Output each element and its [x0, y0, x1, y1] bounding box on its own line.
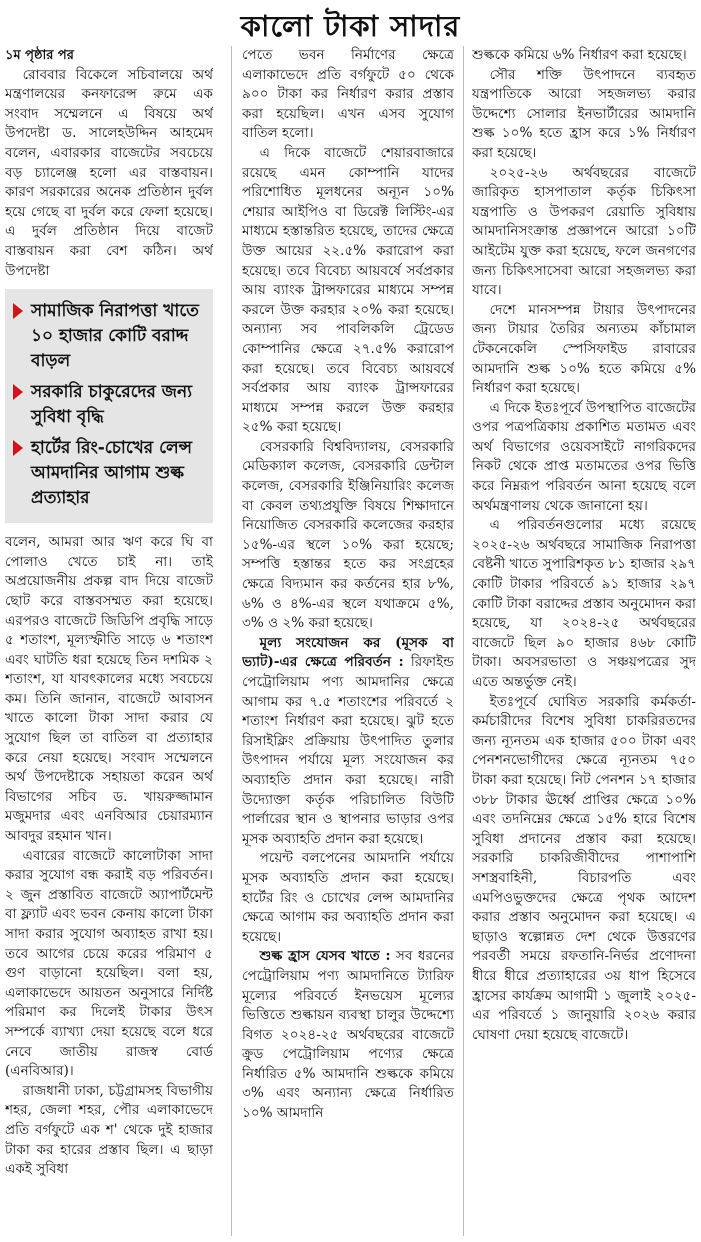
paragraph: দেশে মানসম্পন্ন টায়ার উৎপাদনের জন্য টায়ার তৈরির অন্যতম কাঁচামাল টেকনেকেলি স্পেসিফাইড রাবারের আমদানি শুল্ক ১০% হতে কমিয়ে ৫% নির্ধারণ করা হয়েছে।	[472, 301, 696, 397]
highlight-text: হার্টের রিং-চোখের লেন্স আমদানির আগাম শুল্ক প্রত্যাহার	[31, 438, 193, 509]
paragraph: এ পরিবর্তনগুলোর মধ্যে রয়েছে ২০২৫-২৬ অর্থবছরে সামাজিক নিরাপত্তা বেষ্টনী খাতে সুপারিশকৃত ৮১ হাজার ২৯৭ কোটি টাকার পরিবর্তে ৯১ হাজার ২৯৭ কোটি টাকা বরাদ্দের প্রস্তাব অনুমোদন করা হয়েছে, যা ২০২৪-২৫ অর্থবছরের বাজেটে ছিল ৯০ হাজার ৪৬৮ কোটি টাকা। অবসরভাতা ও সঞ্চয়পত্রের সুদ এতে অন্তর্ভুক্ত নেই।	[472, 517, 696, 690]
red-triangle-icon	[13, 384, 23, 400]
paragraph: রাজধানী ঢাকা, চট্টগ্রামসহ বিভাগীয় শহর, জেলা শহর, পৌর এলাকাভেদে প্রতি বর্গফুটে এক শ' থেকে দুই হাজার টাকা কর হারের প্রস্তাব ছিল। এ ছাড়া একই সুবিধা	[5, 1082, 213, 1178]
paragraph: সৌর শক্তি উৎপাদনে ব্যবহৃত যন্ত্রপাতিকে আরো সহজলভ্য করার উদ্দেশ্যে সোলার ইনভার্টারের আমদানি শুল্ক ১০% হতে হ্রাস করে ১% নির্ধারণ করা হয়েছে।	[472, 66, 696, 161]
column-rule	[231, 46, 232, 1236]
headline: কালো টাকা সাদার	[240, 9, 461, 43]
highlight-text: সরকারি চাকুরেদের জন্য সুবিধা বৃদ্ধি	[31, 382, 193, 428]
highlight-text: সামাজিক নিরাপত্তা খাতে ১০ হাজার কোটি বরাদ্দ বাড়ল	[31, 301, 199, 372]
paragraph: বেসরকারি বিশ্ববিদ্যালয়, বেসরকারি মেডিক্যাল কলেজ, বেসরকারি ডেন্টাল কলেজ, বেসরকারি ইঞ্জিনিয়ারিং কলেজ বা কেবল তথ্যপ্রযুক্তি বিষয়ে শিক্ষাদানে নিয়োজিত বেসরকারি কলেজের করহার ১৫%-এর স্থলে ১০% করা হয়েছে; সম্পত্তি হস্তান্তর হতে কর সংগ্রহের ক্ষেত্রে বিদ্যমান কর কর্তনের হার ৮%, ৬% ও ৪%-এর স্থলে যথাক্রমে ৫%, ৩% ও ২% করা হয়েছে।	[242, 438, 454, 632]
continuation-kicker: ১ম পৃষ্ঠার পর	[5, 48, 74, 63]
duty-subhead: শুল্ক হ্রাস যেসব খাতে :	[259, 948, 391, 965]
duty-paragraph	[242, 947, 454, 1123]
paragraph: শুল্ককে কমিয়ে ৬% নির্ধারণ করা হয়েছে।	[472, 47, 687, 63]
paragraph: ২০২৫-২৬ অর্থবছরের বাজেটে জারিকৃত হাসপাতাল কর্তৃক চিকিৎসা যন্ত্রপাতি ও উপকরণ রেয়াতি সুবিধায় আমদানিসংক্রান্ত প্রজ্ঞাপনে আরো ১০টি আইটেম যুক্ত করা হয়েছে, ফলে জনগণের জন্য চিকিৎসাসেবা আরো সহজলভ্য করা যাবে।	[472, 164, 696, 299]
red-triangle-icon	[13, 440, 23, 456]
vat-paragraph	[242, 634, 454, 850]
column-1	[5, 46, 213, 1238]
highlight-item	[11, 299, 207, 374]
vat-text: রিফাইন্ড পেট্রোলিয়াম পণ্য আমদানির ক্ষেত্রে আগাম কর ৭.৫ শতাংশের পরিবর্তে ২ শতাংশ নির্ধারণ করা হয়েছে। ঝুট হতে রিসাইক্লিং প্রক্রিয়ায় উৎপাদিত তুলার উৎপাদন পর্যায়ে মূল্য সংযোজন কর অব্যাহতি প্রদান করা হয়েছে। নারী উদ্যোক্তা কর্তৃক পরিচালিত বিউটি পার্লারের স্থান ও স্থাপনার ভাড়ার ওপর মূসক অব্যাহতি প্রদান করা হয়েছে।	[242, 654, 454, 847]
paragraph: এবারের বাজেটে কালোটাকা সাদা করার সুযোগ বন্ধ করাই বড় পরিবর্তন। ২ জুন প্রস্তাবিত বাজেটে অ্যাপার্টমেন্ট বা ফ্ল্যাট এবং ভবন কেনায় কালো টাকা সাদা করার সুযোগ অব্যাহত রাখা হয়। তবে আগের চেয়ে করের পরিমাণ ৫ গুণ বাড়ানো হয়েছিল। বলা হয়, এলাকাভেদে আয়তন অনুসারে নির্দিষ্ট পরিমাণ কর দিলেই টাকার উৎস সম্পর্কে ব্যাখ্যা দেয়া হয়েছে বলে ধরে নেবে জাতীয় রাজস্ব বোর্ড (এনবিআর)।	[5, 847, 213, 1080]
paragraph: রোববার বিকেলে সচিবালয়ে অর্থ মন্ত্রণালয়ের কনফারেন্স রুমে এক সংবাদ সম্মেলনে এ বিষয়ে অর্থ উপদেষ্টা ড. সালেহউদ্দিন আহমেদ বলেন, এবারকার বাজেটের সবচেয়ে বড় চ্যালেঞ্জ হলো এর বাস্তবায়ন। কারণ সরকারের অনেক প্রতিষ্ঠান দুর্বল হয়ে গেছে বা দুর্বল করে ফেলা হয়েছে। এ দুর্বল প্রতিষ্ঠান দিয়ে বাজেট বাস্তবায়ন করা বেশ কঠিন। অর্থ উপদেষ্টা	[5, 66, 213, 279]
paragraph: এ দিকে ইতঃপূর্বে উপস্থাপিত বাজেটের ওপর পত্রপত্রিকায় প্রকাশিত মতামত এবং অর্থ বিভাগের ওয়েবসাইটে নাগরিকদের নিকট থেকে প্রাপ্ত মতামতের ওপর ভিত্তি করে নিম্নরূপ পরিবর্তন আনা হয়েছে বলে অর্থমন্ত্রণালয় থেকে জানানো হয়।	[472, 399, 696, 514]
red-triangle-icon	[13, 303, 23, 319]
paragraph: পয়েন্ট বলপেনের আমদানি পর্যায়ে মূসক অব্যাহতি প্রদান করা হয়েছে। হার্টের রিং ও চোখের লেন্স আমদানির ক্ষেত্রে আগাম কর অব্যাহতি প্রদান করা হয়েছে।	[242, 850, 454, 945]
column-2	[242, 46, 454, 1238]
paragraph: এ দিকে বাজেটে শেয়ারবাজারে রয়েছে এমন কোম্পানি যাদের পরিশোধিত মূলধনের অন্যূন ১০% শেয়ার আইপিও বা ডিরেক্ট লিস্টিং-এর মাধ্যমে হস্তান্তরিত হয়েছে, তাদের ক্ষেত্রে উক্ত আয়ের ২২.৫% করারোপ করা হয়েছে। তবে বিবেচ্য আয়বর্ষে সর্বপ্রকার আয় ব্যাংক ট্রান্সফারের মাধ্যমে সম্পন্ন করলে উক্ত করহার ২০% করা হয়েছে। অন্যান্য সব পাবলিকলি ট্রেডেড কোম্পানির ক্ষেত্রে ২৭.৫% করারোপ করা হয়েছে। তবে বিবেচ্য আয়বর্ষে সর্বপ্রকার আয় ব্যাংক ট্রান্সফারের মাধ্যমে সম্পন্ন করলে উক্ত করহার ২৫% করা হয়েছে।	[242, 144, 454, 436]
paragraph: বলেন, আমরা আর ঋণ করে ঘি বা পোলাও খেতে চাই না। তাই অপ্রয়োজনীয় প্রকল্প বাদ দিয়ে বাজেট ছোট করে বাস্তবসম্মত করা হয়েছে। এরপরও বাজেটে জিডিপি প্রবৃদ্ধি সাড়ে ৫ শতাংশ, মূল্যস্ফীতি সাড়ে ৬ শতাংশ এবং ঘাটতি ধরা হয়েছে তিন দশমিক ২ শতাংশ, যা যাবৎকালের মধ্যে সবচেয়ে কম। তিনি জানান, বাজেটে আবাসন খাতে কালো টাকা সাদা করার যে সুযোগ ছিল তা বাতিল বা প্রত্যাহার করে নেয়া হয়েছে। সংবাদ সম্মেলনে অর্থ উপদেষ্টাকে সহায়তা করেন অর্থ বিভাগের সচিব ড. খায়রুজ্জামান মজুমদার এবং এনবিআর চেয়ারম্যান আবদুর রহমান খান।	[5, 534, 213, 845]
highlight-item	[11, 380, 207, 430]
paragraph: ইতঃপূর্বে ঘোষিত সরকারি কর্মকর্তা-কর্মচারীদের বিশেষ সুবিধা চাকরিরতদের জন্য ন্যূনতম এক হাজার ৫০০ টাকা এবং পেনশনভোগীদের ক্ষেত্রে ন্যূনতম ৭৫০ টাকা করা হয়েছে। নিট পেনশন ১৭ হাজার ৩৮৮ টাকার ঊর্ধ্বে প্রাপ্তির ক্ষেত্রে ১০% এবং তদনিম্নের ক্ষেত্রে ১৫% হারে বিশেষ সুবিধা প্রদানের প্রস্তাব করা হয়েছে। সরকারি চাকরিজীবীদের পাশাপাশি সশস্ত্রবাহিনী, বিচারপতি এবং এমপিওভুক্তদের ক্ষেত্রে পৃথক আদেশ করার প্রস্তাব অনুমোদন করা হয়েছে। এ ছাড়াও স্বল্পোন্নত দেশ থেকে উত্তরণের পরবর্তী সময়ে রফতানি-নির্ভর প্রণোদনা ধীরে ধীরে প্রত্যাহারের ৩য় ধাপ হিসেবে হ্রাসের কার্যক্রম আগামী ১ জুলাই ২০২৫-এর পরিবর্তে ১ জানুয়ারি ২০২৬ করার ঘোষণা দেয়া হয়েছে বাজেটে।	[472, 693, 696, 1043]
highlight-box	[5, 289, 213, 523]
highlight-item	[11, 436, 207, 511]
duty-text: সব ধরনের পেট্রোলিয়াম পণ্য আমদানিতে ট্যারিফ মূল্যের পরিবর্তে ইনভয়েস মূল্যের ভিত্তিতে শুল্কায়ন ব্যবস্থা চালুর উদ্দেশ্যে বিগত ২০২৪-২৫ অর্থবছরের বাজেটে ক্রুড পেট্রোলিয়াম পণ্যের ক্ষেত্রে নির্ধারিত ৫% আমদানি শুল্ককে কমিয়ে ৩% এবং অন্যান্য ক্ষেত্রে নির্ধারিত ১০% আমদানি	[242, 948, 454, 1122]
column-3	[472, 46, 696, 1238]
vat-subhead: মূল্য সংযোজন কর (মূসক বা ভ্যাট)-এর ক্ষেত্রে পরিবর্তন :	[242, 634, 454, 671]
paragraph: পেতে ভবন নির্মাণের ক্ষেত্রে এলাকাভেদে প্রতি বর্গফুটে ৫০ থেকে ৯০০ টাকা কর নির্ধারণ করার প্রস্তাব করা হয়েছিল। এখন এসব সুযোগ বাতিল হলো।	[242, 47, 454, 142]
column-rule	[463, 46, 464, 1236]
